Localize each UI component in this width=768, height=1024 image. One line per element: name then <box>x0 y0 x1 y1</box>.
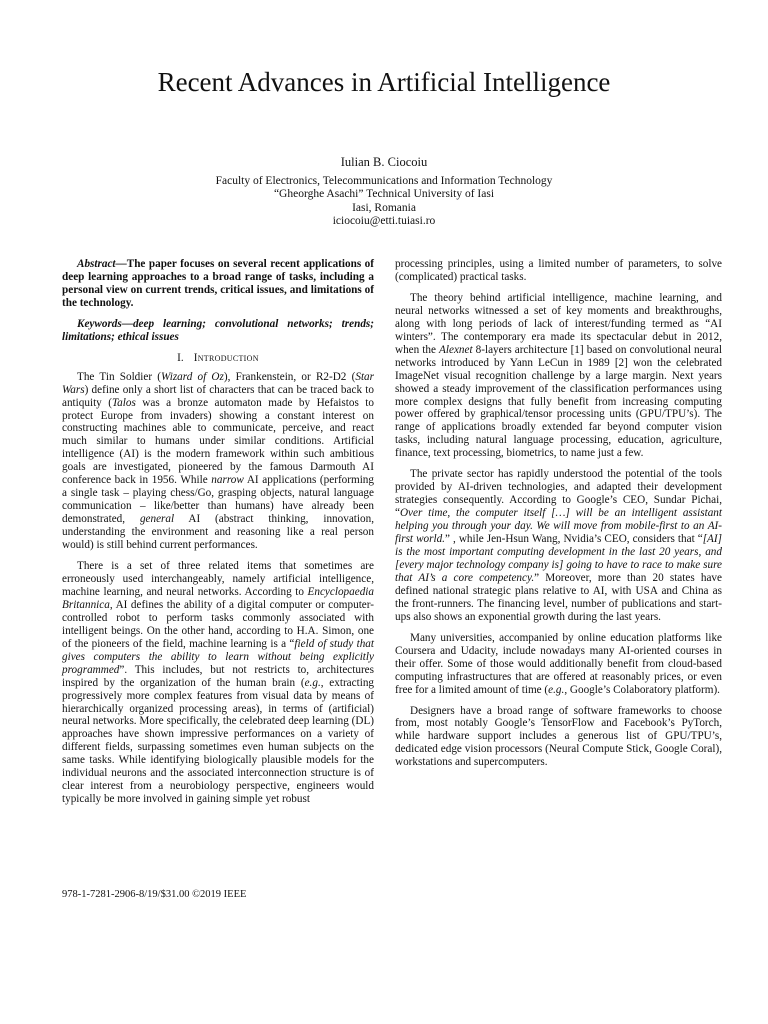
text-run: ”. This includes, but not restricts to, architectures inspired by the organization of the human brain ( <box>62 663 374 689</box>
text-run: ) define only a short list of characters that can be traced back to antiquity ( <box>62 383 374 409</box>
text-run: , extracting progressively more complex features from visual data by means of hierarchically organized processing areas), in terms of (artificial) neural networks. More specifically, the celebrated deep learning (DL) approaches have shown impressive performances on a variety of different fields, surpassing sometimes even human subjects on the same tasks. While identifying biologically plausible models for the individual neurons and the associated interconnection structure is of clear interest from a neurobiology perspective, engineers would typically be more involved in gaining simple yet robust <box>62 676 375 806</box>
abstract-dash: — <box>115 258 127 270</box>
intro-paragraph-6: Designers have a broad range of software frameworks to choose from, most notably Google’s TensorFlow and Facebook’s PyTorch, while hardware support includes a generous list of GPU/TPU’s, dedicated edge vision processors (Neural Compute Stick, Google Coral), workstations and supercomputers. <box>395 704 722 769</box>
abstract <box>62 258 374 310</box>
italic-run: Talos <box>111 396 136 409</box>
italic-run: [AI] is the most important computing development in the last 20 years, and [every major technology company is] going to have to race to make sure that AI’s a core competency. <box>395 533 722 584</box>
text-run: The theory behind artificial intelligence, machine learning, and neural networks witnessed a set of key moments and breakthroughs, along with long periods of lack of interest/funding termed as “AI winters”. The contemporary era made its spectacular debut in 2012, when the <box>395 291 722 356</box>
left-column <box>62 258 374 814</box>
intro-paragraph-4 <box>395 468 722 623</box>
italic-run: Encyclopaedia Britannica <box>62 585 374 611</box>
text-run: ), Frankenstein, or R2-D2 ( <box>223 370 356 383</box>
text-run: ” , while Jen-Hsun Wang, Nvidia’s CEO, considers that “ <box>444 533 703 546</box>
italic-run: Wizard of Oz <box>161 370 224 383</box>
author-name: Iulian B. Ciocoiu <box>340 155 428 169</box>
italic-run: e.g. <box>304 676 321 689</box>
author-affiliation-university: “Gheorghe Asachi” Technical University of Iasi <box>273 188 495 201</box>
author-email: iciocoiu@etti.tuiasi.ro <box>332 215 436 228</box>
text-run: The private sector has rapidly understood the potential of the tools provided by AI-driven technologies, and adapted their development strategies consequently. According to Google’s CEO, Sundar Pichai, “ <box>395 468 722 520</box>
keywords-text: deep learning; convolutional networks; trends; limitations; ethical issues <box>62 317 374 343</box>
italic-run: Star Wars <box>62 370 374 396</box>
section-title: Introduction <box>193 351 259 364</box>
paper-title: Recent Advances in Artificial Intelligence <box>157 67 611 97</box>
keywords <box>62 318 374 344</box>
section-number: I. <box>177 351 184 364</box>
author-block <box>0 156 768 229</box>
text-run: 8-layers architecture [1] based on convolutional neural networks introduced by Yann LeCun in 1989 [2] won the celebrated ImageNet visual recognition challenge by a large margin. Next years showed a steady improvement of the classification performances using more complex designs that fully benefit from increasing computing power offered by graphical/tensor processing units (GPU/TPU’s). The range of applications broadly extended far beyond computer vision tasks, including natural language processing, education, agriculture, finance, text processing, biometrics, to name just a few. <box>395 343 723 460</box>
section-heading-introduction <box>62 352 374 365</box>
intro-paragraph-2 <box>62 560 374 806</box>
abstract-label: Abstract <box>77 258 116 270</box>
text-run: ” Moreover, more than 20 states have defined national strategic plans relative to AI, with USA and China as the front-runners. The financing level, number of publications and start-ups also shows an exponential growth during the last years. <box>395 571 722 623</box>
text-run: , Google’s Colaboratory platform). <box>564 683 720 696</box>
italic-run: Over time, the computer itself […] will be an intelligent assistant helping you through your day. We will move from mobile-first to an AI-first world. <box>395 507 722 546</box>
keywords-dash: — <box>121 317 133 330</box>
italic-run: e.g. <box>548 683 565 696</box>
italic-run: field of study that gives computers the ability to learn without being explicitly programmed <box>62 637 374 676</box>
intro-paragraph-3 <box>395 292 722 460</box>
abstract-text: The paper focuses on several recent applications of deep learning approaches to a broad range of tasks, including a personal view on current trends, critical issues, and limitations of the technology. <box>62 258 374 309</box>
text-run: Many universities, accompanied by online education platforms like Coursera and Udacity, include nowadays many AI-oriented courses in their offer. Some of those would additionally benefit from cloud-based computing infrastructures that are offered at reasonably prices, or even free for a limited amount of time ( <box>395 631 722 696</box>
author-location: Iasi, Romania <box>352 201 416 214</box>
intro-paragraph-1 <box>62 371 374 552</box>
text-run: AI (abstract thinking, innovation, understanding the environment and reasoning like a real person would) is still behind current performances. <box>62 513 374 552</box>
text-run: was a bronze automaton made by Hefaistos to protect Europe from invaders) showing a constant interest on constructing machines able to communicate, perceive, and react much similar to humans under similar conditions. Artificial intelligence (AI) is the modern framework within such ambitious goals are investigated, pioneered by the famous Darmouth AI conference back in 1956. While <box>62 396 375 487</box>
right-column <box>395 258 722 777</box>
author-affiliation-faculty: Faculty of Electronics, Telecommunications and Information Technology <box>215 174 553 187</box>
italic-run: general <box>139 513 175 526</box>
text-run: AI applications (performing a single task – playing chess/Go, grasping objects, natural language communication – like/better than humans) have already been demonstrated, <box>62 474 374 526</box>
italic-run: Alexnet <box>439 343 473 356</box>
copyright-footer: 978-1-7281-2906-8/19/$31.00 ©2019 IEEE <box>62 889 247 900</box>
keywords-label: Keywords <box>77 317 122 330</box>
intro-paragraph-2-continued: processing principles, using a limited number of parameters, to solve (complicated) practical tasks. <box>395 258 722 283</box>
text-run: The Tin Soldier ( <box>77 370 162 383</box>
intro-paragraph-5 <box>395 632 722 697</box>
text-run: , AI defines the ability of a digital computer or computer-controlled robot to perform tasks commonly associated with intelligent beings. On the other hand, according to H.A. Simon, one of the pioneers of the field, machine learning is a “ <box>62 598 374 650</box>
text-run: There is a set of three related items that sometimes are erroneously used interchangeably, namely artificial intelligence, machine learning, and neural networks. According to <box>62 560 374 598</box>
italic-run: narrow <box>211 474 244 487</box>
